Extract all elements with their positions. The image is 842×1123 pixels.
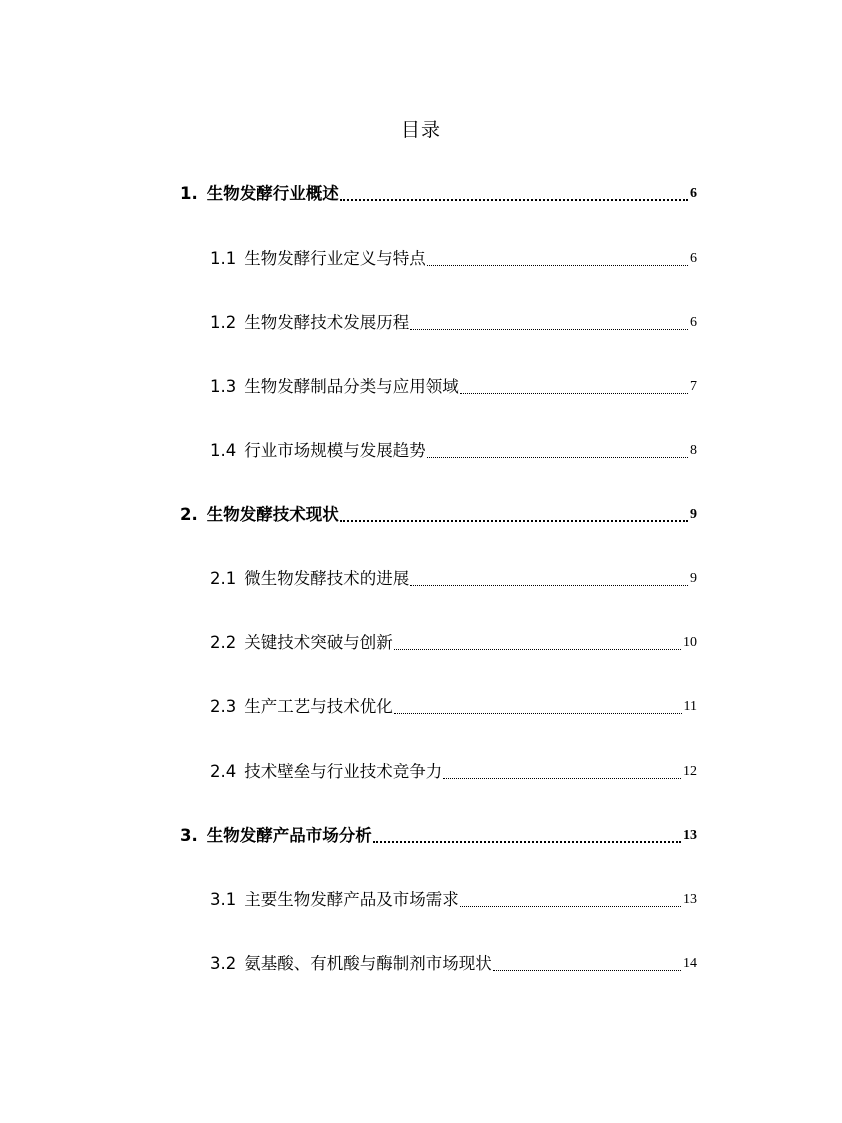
toc-page-number: 13 xyxy=(683,892,697,907)
toc-entry-title: 生物发酵技术现状 xyxy=(206,505,339,524)
toc-entry-chapter-1[interactable] xyxy=(180,181,697,205)
toc-page-number: 9 xyxy=(690,507,697,522)
toc-dot-leader xyxy=(373,841,681,843)
toc-entry-label xyxy=(180,183,339,205)
toc-dot-leader xyxy=(460,393,688,394)
toc-dot-leader xyxy=(340,199,688,201)
toc-entry-number: 2.2 xyxy=(210,633,237,652)
toc-entry-label xyxy=(210,696,393,718)
toc-entry-label xyxy=(210,312,409,334)
toc-entry-label xyxy=(210,440,426,462)
toc-entry-number: 3.1 xyxy=(210,890,237,909)
toc-entry-title: 微生物发酵技术的进展 xyxy=(244,569,410,588)
toc-entry-label xyxy=(210,761,442,783)
toc-page-number: 7 xyxy=(690,379,697,394)
toc-entry-number: 1.3 xyxy=(210,377,237,396)
toc-entry-title: 技术壁垒与行业技术竞争力 xyxy=(244,762,443,781)
toc-entry-label xyxy=(210,376,459,398)
toc-dot-leader xyxy=(427,457,688,458)
toc-entry-title: 生物发酵行业概述 xyxy=(206,184,339,203)
toc-entry-number: 2.1 xyxy=(210,569,237,588)
toc-page-number: 9 xyxy=(690,571,697,586)
toc-entry-title: 生物发酵产品市场分析 xyxy=(206,826,372,845)
toc-entry-label xyxy=(210,632,393,654)
toc-entry-section-2-2[interactable] xyxy=(210,630,697,654)
toc-dot-leader xyxy=(340,520,688,522)
toc-entry-title: 生物发酵行业定义与特点 xyxy=(244,249,426,268)
toc-entry-number: 2.4 xyxy=(210,762,237,781)
toc-entry-title: 关键技术突破与创新 xyxy=(244,633,393,652)
toc-entry-number: 1. xyxy=(180,184,198,203)
toc-entry-chapter-3[interactable] xyxy=(180,823,697,847)
toc-entry-section-3-1[interactable] xyxy=(210,887,697,911)
toc-entry-title: 主要生物发酵产品及市场需求 xyxy=(244,890,459,909)
toc-dot-leader xyxy=(410,585,688,586)
toc-entry-number: 1.4 xyxy=(210,441,237,460)
toc-entry-title: 生产工艺与技术优化 xyxy=(244,697,393,716)
toc-page-number: 6 xyxy=(690,315,697,330)
toc-entry-number: 2. xyxy=(180,505,198,524)
toc-dot-leader xyxy=(427,265,688,266)
toc-entry-section-3-2[interactable] xyxy=(210,951,697,975)
toc-entry-title: 生物发酵制品分类与应用领域 xyxy=(244,377,459,396)
toc-entry-section-1-2[interactable] xyxy=(210,310,697,334)
toc-entry-number: 2.3 xyxy=(210,697,237,716)
toc-entry-section-1-3[interactable] xyxy=(210,374,697,398)
toc-entry-section-2-1[interactable] xyxy=(210,566,697,590)
toc-entry-label xyxy=(210,568,409,590)
toc-page-number: 12 xyxy=(683,764,697,779)
toc-page-number: 13 xyxy=(683,828,697,843)
toc-entry-label xyxy=(210,889,459,911)
toc-entry-number: 1.1 xyxy=(210,249,237,268)
toc-dot-leader xyxy=(460,906,681,907)
toc-entry-section-2-3[interactable] xyxy=(210,694,697,718)
toc-entry-label xyxy=(180,504,339,526)
toc-title: 目录 xyxy=(400,119,441,141)
toc-entry-label xyxy=(210,248,426,270)
toc-entry-number: 1.2 xyxy=(210,313,237,332)
toc-entry-chapter-2[interactable] xyxy=(180,502,697,526)
toc-page-number: 11 xyxy=(683,699,697,714)
toc-page-number: 8 xyxy=(690,443,697,458)
toc-entry-section-1-1[interactable] xyxy=(210,246,697,270)
toc-entry-title: 行业市场规模与发展趋势 xyxy=(244,441,426,460)
toc-page-number: 14 xyxy=(683,956,697,971)
toc-dot-leader xyxy=(493,970,681,971)
toc-page-number: 6 xyxy=(690,186,697,201)
toc-dot-leader xyxy=(443,778,681,779)
toc-entry-label xyxy=(180,825,372,847)
toc-entry-section-1-4[interactable] xyxy=(210,438,697,462)
toc-entry-number: 3. xyxy=(180,826,198,845)
toc-page-number: 6 xyxy=(690,251,697,266)
toc-entry-section-2-4[interactable] xyxy=(210,759,697,783)
toc-entry-label xyxy=(210,953,492,975)
toc-page-number: 10 xyxy=(683,635,697,650)
toc-entry-number: 3.2 xyxy=(210,954,237,973)
toc-entry-title: 生物发酵技术发展历程 xyxy=(244,313,410,332)
toc-entry-title: 氨基酸、有机酸与酶制剂市场现状 xyxy=(244,954,492,973)
toc-dot-leader xyxy=(394,649,681,650)
toc-dot-leader xyxy=(394,713,682,714)
toc-dot-leader xyxy=(410,329,688,330)
